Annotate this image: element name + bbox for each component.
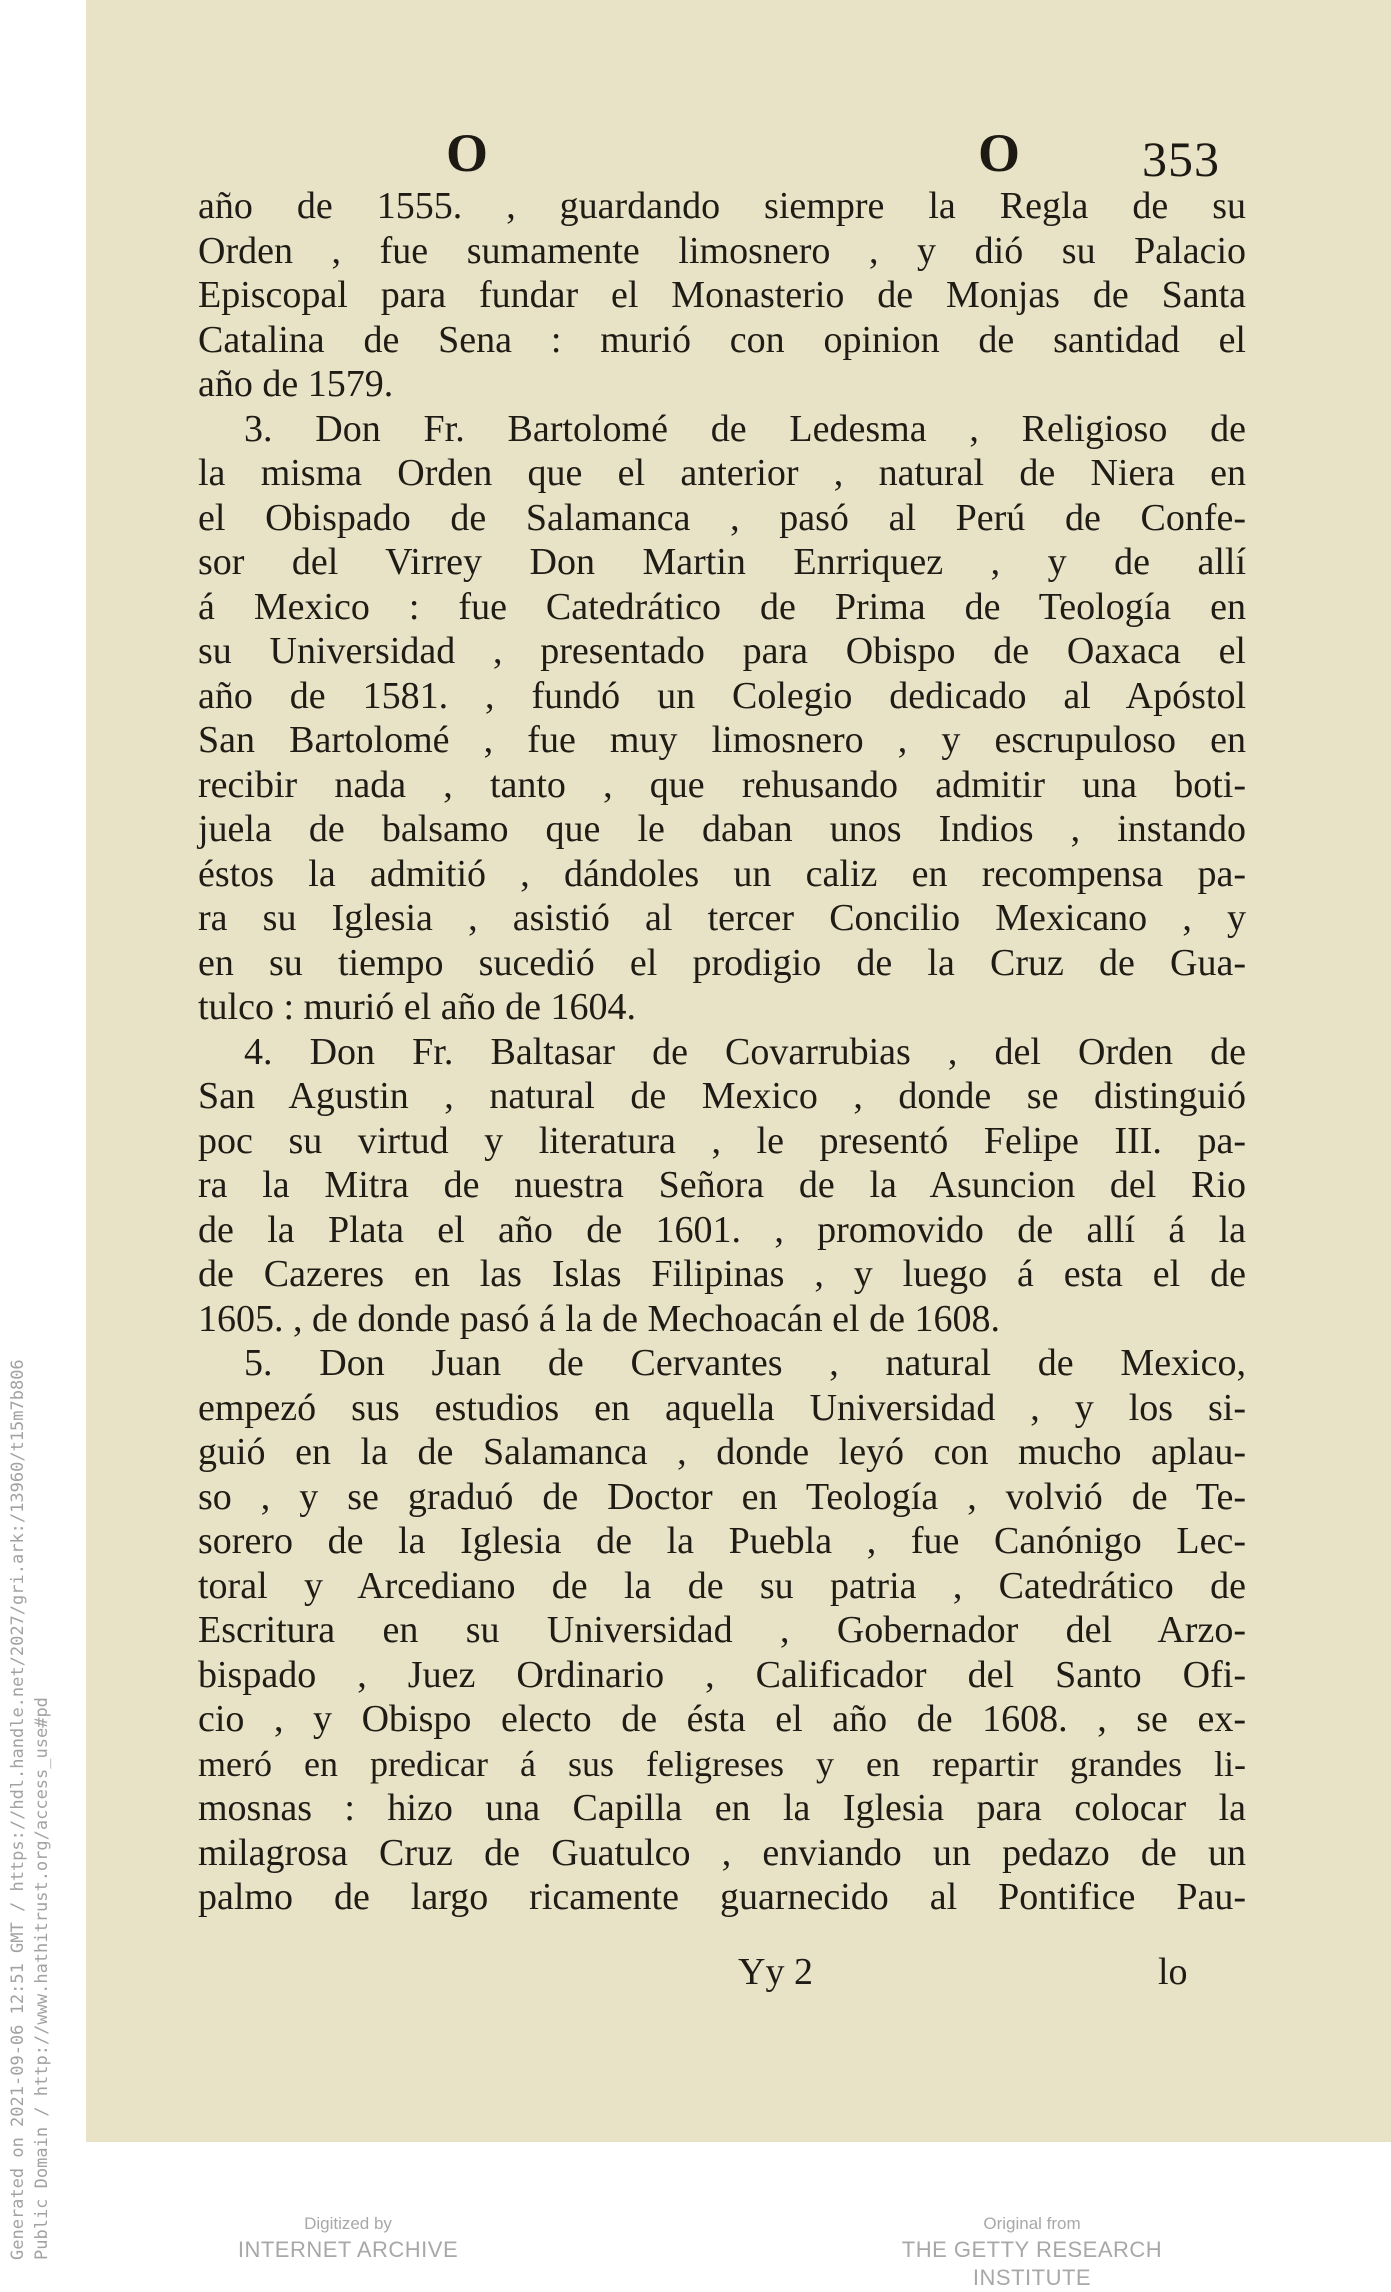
header-left-letter: O	[446, 123, 489, 183]
text-line: ra su Iglesia , asistió al tercer Concilio Mexicano , y	[198, 897, 1246, 939]
text-line: poc su virtud y literatura , le presentó Felipe III. pa-	[198, 1119, 1246, 1162]
text-line: recibir nada , tanto , que rehusando admitir una boti-	[198, 763, 1246, 806]
text-line: Orden , fue sumamente limosnero , y dió su Palacio	[198, 229, 1246, 272]
text-line: mosnas : hizo una Capilla en la Iglesia para colocar la	[198, 1787, 1246, 1829]
text-line: bispado , Juez Ordinario , Calificador del Santo Ofi-	[198, 1653, 1246, 1696]
text-line: San Agustin , natural de Mexico , donde se distinguió	[198, 1075, 1246, 1117]
text-line: guió en la de Salamanca , donde leyó con mucho aplau-	[198, 1431, 1246, 1473]
text-line: 3. Don Fr. Bartolomé de Ledesma , Religioso de	[244, 407, 1246, 450]
text-line: juela de balsamo que le daban unos Indios , instando	[198, 808, 1246, 850]
text-line: palmo de largo ricamente guarnecido al Pontifice Pau-	[198, 1876, 1246, 1918]
text-line: de la Plata el año de 1601. , promovido de allí á la	[198, 1208, 1246, 1251]
text-line: San Bartolomé , fue muy limosnero , y escrupuloso en	[198, 719, 1246, 761]
page-number: 353	[1142, 131, 1220, 187]
text-line: 5. Don Juan de Cervantes , natural de Mexico,	[244, 1342, 1246, 1384]
hathitrust-side-note	[0, 1150, 80, 2271]
side-note-line: Public Domain / http://www.hathitrust.org/access_use#pd	[32, 1697, 52, 2260]
text-line: el Obispado de Salamanca , pasó al Perú de Confe-	[198, 496, 1246, 539]
text-line: en su tiempo sucedió el prodigio de la Cruz de Gua-	[198, 941, 1246, 984]
text-line: empezó sus estudios en aquella Universidad , y los si-	[198, 1386, 1246, 1429]
text-line: su Universidad , presentado para Obispo de Oaxaca el	[198, 630, 1246, 672]
side-note-line: Generated on 2021-09-06 12:51 GMT / https://hdl.handle.net/2027/gri.ark:/13960/t15m7b806	[8, 1359, 28, 2260]
text-line: ra la Mitra de nuestra Señora de la Asuncion del Rio	[198, 1164, 1246, 1206]
text-line: Episcopal para fundar el Monasterio de Monjas de Santa	[198, 274, 1246, 316]
credit-name: THE GETTY RESEARCH INSTITUTE	[901, 2237, 1163, 2290]
text-line: año de 1555. , guardando siempre la Regla de su	[198, 185, 1246, 227]
text-line: sor del Virrey Don Martin Enrriquez , y de allí	[198, 541, 1246, 583]
text-line: éstos la admitió , dándoles un caliz en recompensa pa-	[198, 852, 1246, 895]
text-line: á Mexico : fue Catedrático de Prima de Teología en	[198, 585, 1246, 628]
text-line: de Cazeres en las Islas Filipinas , y luego á esta el de	[198, 1253, 1246, 1295]
body-text	[198, 184, 1246, 1920]
text-line: cio , y Obispo electo de ésta el año de 1608. , se ex-	[198, 1698, 1246, 1740]
text-line: Escritura en su Universidad , Gobernador del Arzo-	[198, 1609, 1246, 1651]
catchword: lo	[1158, 1951, 1188, 1993]
text-line: año de 1581. , fundó un Colegio dedicado al Apóstol	[198, 674, 1246, 717]
text-line: 4. Don Fr. Baltasar de Covarrubias , del Orden de	[244, 1030, 1246, 1073]
digitized-by-credit	[228, 2212, 468, 2264]
text-line: 1605. , de donde pasó á la de Mechoacán el de 1608.	[198, 1297, 1000, 1340]
text-line: Catalina de Sena : murió con opinion de santidad el	[198, 318, 1246, 361]
text-line: la misma Orden que el anterior , natural de Niera en	[198, 452, 1246, 494]
text-line: año de 1579.	[198, 363, 394, 405]
signature-mark: Yy 2	[738, 1951, 813, 1993]
credit-name: INTERNET ARCHIVE	[237, 2237, 459, 2262]
text-line: milagrosa Cruz de Guatulco , enviando un pedazo de un	[198, 1831, 1246, 1874]
text-line: meró en predicar á sus feligreses y en repartir grandes li-	[198, 1743, 1246, 1784]
text-line: so , y se graduó de Doctor en Teología , volvió de Te-	[198, 1475, 1246, 1518]
credit-caption: Digitized by	[304, 2214, 392, 2233]
header-right-letter: O	[978, 123, 1021, 183]
original-from-credit	[842, 2212, 1222, 2292]
text-line: tulco : murió el año de 1604.	[198, 986, 636, 1028]
text-line: sorero de la Iglesia de la Puebla , fue Canónigo Lec-	[198, 1520, 1246, 1562]
text-line: toral y Arcediano de la de su patria , Catedrático de	[198, 1564, 1246, 1607]
credit-caption: Original from	[983, 2214, 1081, 2233]
